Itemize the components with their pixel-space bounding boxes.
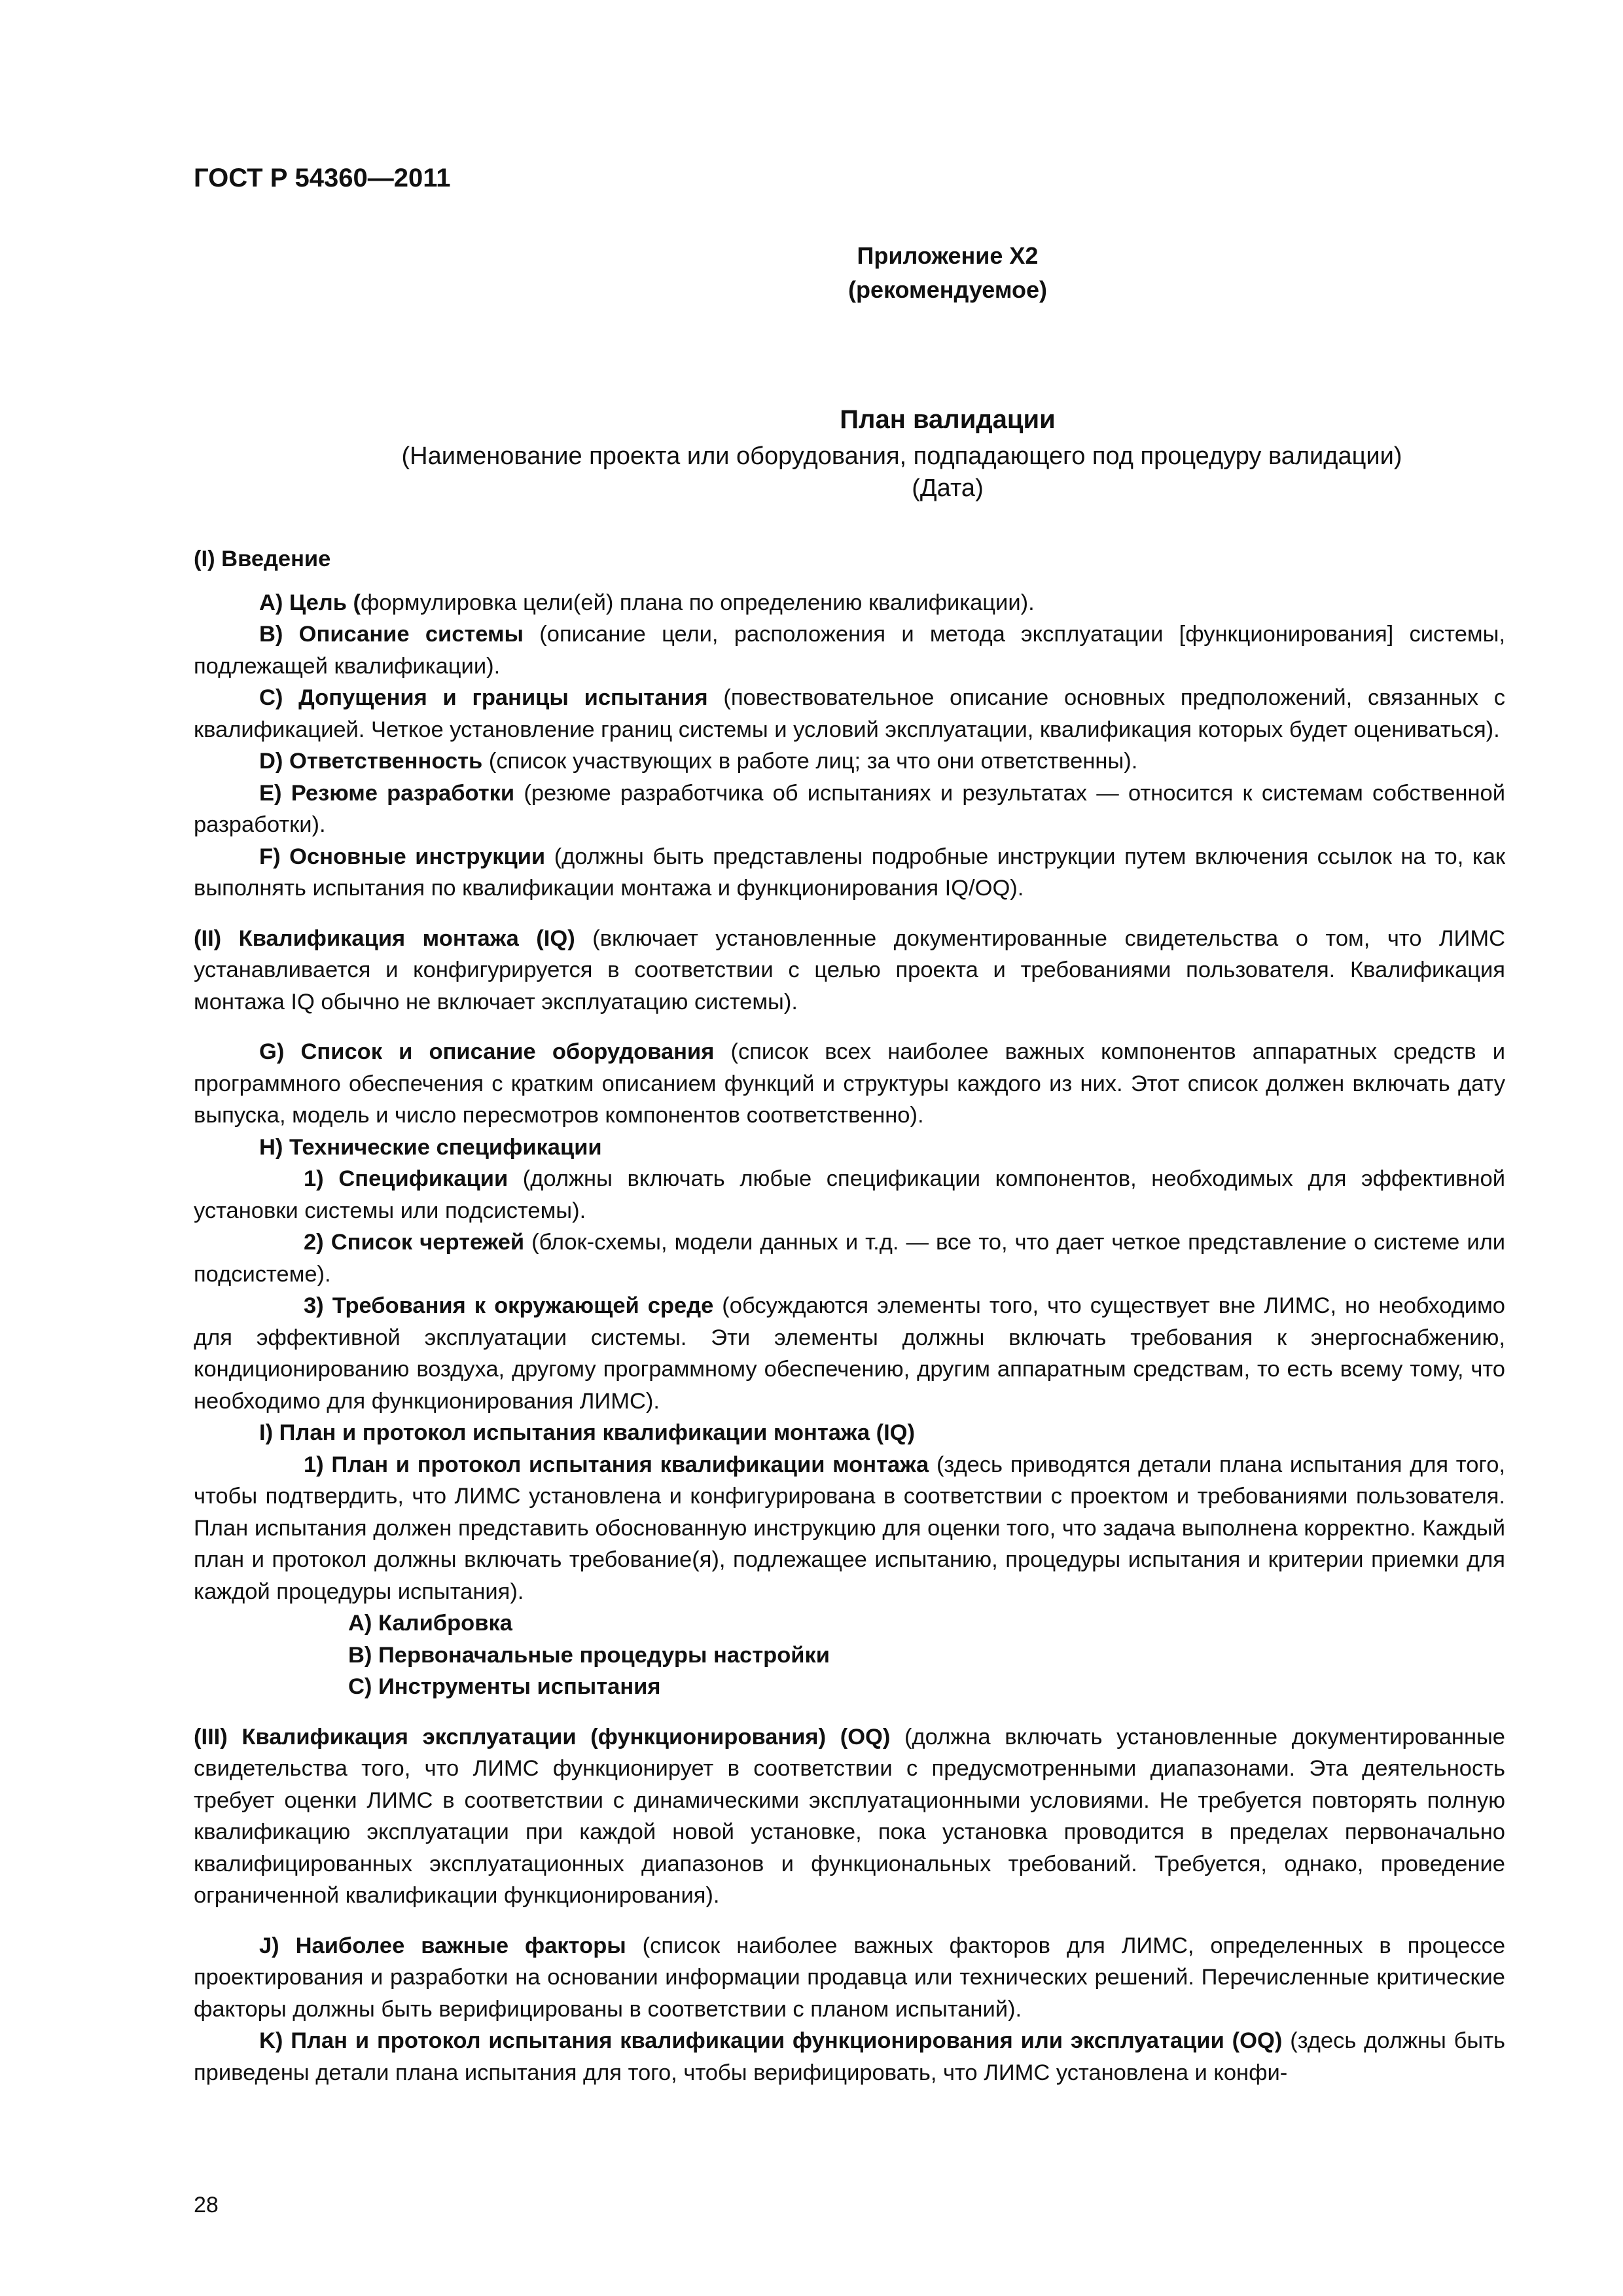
annex-number: Приложение Х2 <box>857 242 1039 269</box>
document-date-placeholder: (Дата) <box>912 475 984 503</box>
page-number: 28 <box>194 2193 219 2217</box>
paragraph-1e: E) Резюме разработки (резюме разработчика об испытаниях и результатах — относится к системам собственной разработки). <box>194 780 1505 838</box>
paragraph-2h2: 2) Список чертежей (блок-схемы, модели данных и т.д. — все то, что дает четкое представление о системе или подсистеме). <box>194 1230 1506 1287</box>
paragraph-1a: A) Цель (формулировка цели(ей) плана по определению квалификации). <box>259 590 1035 615</box>
section-1-heading: (I) Введение <box>194 547 331 572</box>
document-code: ГОСТ Р 54360—2011 <box>194 164 451 192</box>
list-item: B) Первоначальные процедуры настройки <box>348 1642 830 1668</box>
annex-heading <box>194 239 1505 307</box>
paragraph-2g: G) Список и описание оборудования (список всех наиболее важных компонентов аппаратных средств и программного обеспечения с кратким описанием функций и структуры каждого из них. Этот список должен включать дату выпуска, модель и число пересмотров компонентов соответственно). <box>194 1039 1505 1128</box>
paragraph-1d: D) Ответственность (список участвующих в работе лиц; за что они ответственны). <box>259 749 1138 774</box>
paragraph-2i: I) План и протокол испытания квалификации монтажа (IQ) <box>259 1420 915 1446</box>
document-subtitle: (Наименование проекта или оборудования, подпадающего под процедуру валидации) <box>401 442 1402 471</box>
paragraph-1b: B) Описание системы (описание цели, расположения и метода эксплуатации [функционирования] системы, подлежащей квалификации). <box>194 622 1505 679</box>
section-2-intro: (II) Квалификация монтажа (IQ) (включает установленные документированные свидетельства о том, что ЛИМС устанавливается и конфигурируется в соответствии с целью проекта и требованиями пользователя. Квалификация монтажа IQ обычно не включает эксплуатацию системы). <box>194 925 1505 1014</box>
document-title: План валидации <box>840 405 1056 435</box>
document-page <box>194 157 1505 2089</box>
paragraph-2h1: 1) Спецификации (должны включать любые спецификации компонентов, необходимых для эффективной установки системы или подсистемы). <box>194 1166 1505 1223</box>
annex-status: (рекомендуемое) <box>848 276 1047 304</box>
section-3-intro: (III) Квалификация эксплуатации (функционирования) (OQ) (должна включать установленные документированные свидетельства того, что ЛИМС функционирует в соответствии с предусмотренными диапазонами. Эта деятельность требует оценки ЛИМС в соответствии с динамическими эксплуатационными условиями. Не требуется повторять полную квалификацию эксплуатации при каждой новой установке, пока установка проводится в пределах первоначально квалифицированных эксплуатационных диапазонов и функциональных требований. Требуется, однако, проведение ограниченной квалификации функционирования). <box>194 1724 1505 1909</box>
paragraph-3j: J) Наиболее важные факторы (список наиболее важных факторов для ЛИМС, определенных в процессе проектирования и разработки на основании информации продавца или технических решений. Перечисленные критические факторы должны быть верифицированы в соответствии с планом испытаний). <box>194 1933 1505 2022</box>
paragraph-2h: H) Технические спецификации <box>259 1134 602 1160</box>
list-item: A) Калибровка <box>348 1611 512 1636</box>
paragraph-3k: K) План и протокол испытания квалификации функционирования или эксплуатации (OQ) (здесь должны быть приведены детали плана испытания для того, чтобы верифицировать, что ЛИМС установлена и конфи- <box>194 2028 1505 2085</box>
paragraph-1c: C) Допущения и границы испытания (повествовательное описание основных предположений, связанных с квалификацией. Четкое установление границ системы и условий эксплуатации, квалификация которых будет оцениваться). <box>194 685 1505 742</box>
paragraph-1f: F) Основные инструкции (должны быть представлены подробные инструкции путем включения ссылок на то, как выполнять испытания по квалификации монтажа и функционирования IQ/OQ). <box>194 844 1505 901</box>
calibration-list <box>194 1607 1505 1703</box>
paragraph-2h3: 3) Требования к окружающей среде (обсуждаются элементы того, что существует вне ЛИМС, но необходимо для эффективной эксплуатации системы. Эти элементы должны включать требования к энергоснабжению, кондиционированию воздуха, другому программному обеспечению, другим аппаратным средствам, то есть всему тому, что необходимо для функционирования ЛИМС). <box>194 1293 1505 1414</box>
list-item: C) Инструменты испытания <box>348 1674 661 1700</box>
paragraph-2i1: 1) План и протокол испытания квалификации монтажа (здесь приводятся детали плана испытания для того, чтобы подтвердить, что ЛИМС установлена и конфигурирована в соответствии с проектом и требованиями пользователя. План испытания должен представить обоснованную инструкцию для оценки того, что задача выполнена корректно. Каждый план и протокол должны включать требование(я), подлежащее испытанию, процедуры испытания и критерии приемки для каждой процедуры испытания). <box>194 1452 1505 1604</box>
